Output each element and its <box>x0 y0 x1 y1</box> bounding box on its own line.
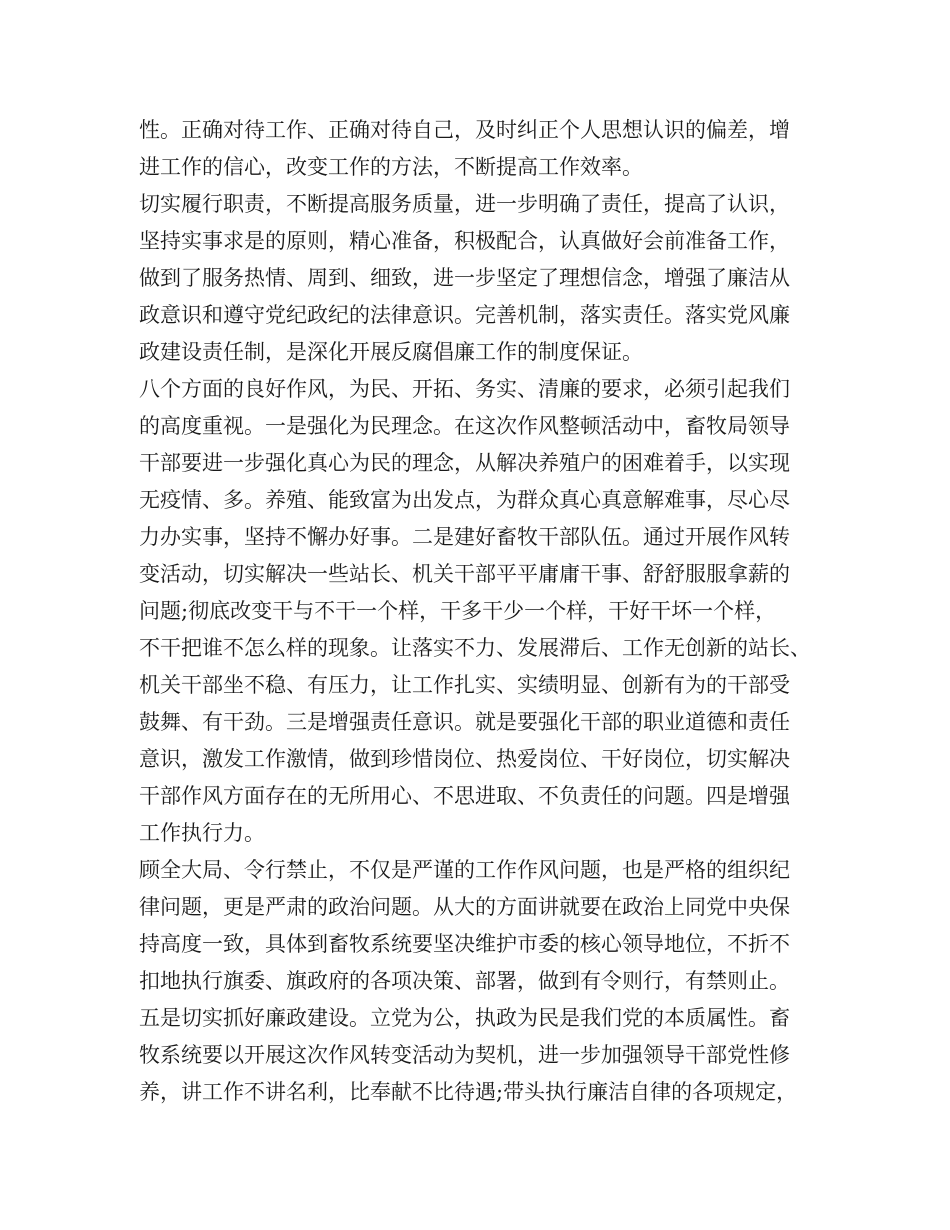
text-line: 意识，激发工作激情，做到珍惜岗位、热爱岗位、干好岗位，切实解决 <box>139 747 790 771</box>
text-line: 干部要进一步强化真心为民的理念，从解决养殖户的困难着手，以实现 <box>139 451 790 475</box>
text-line: 做到了服务热情、周到、细致，进一步坚定了理想信念，增强了廉洁从 <box>139 266 790 290</box>
text-line: 扣地执行旗委、旗政府的各项决策、部署，做到有令则行，有禁则止。 <box>139 969 790 993</box>
text-line: 工作执行力。 <box>139 821 265 845</box>
text-line: 性。正确对待工作、正确对待自己，及时纠正个人思想认识的偏差，增 <box>139 118 790 142</box>
text-line: 无疫情、多。养殖、能致富为出发点，为群众真心真意解难事，尽心尽 <box>139 488 790 512</box>
text-line: 持高度一致，具体到畜牧系统要坚决维护市委的核心领导地位，不折不 <box>139 932 790 956</box>
text-line: 机关干部坐不稳、有压力，让工作扎实、实绩明显、创新有为的干部受 <box>139 673 790 697</box>
text-line: 律问题，更是严肃的政治问题。从大的方面讲就要在政治上同党中央保 <box>139 895 790 919</box>
document-body <box>139 112 829 1111</box>
text-line: 牧系统要以开展这次作风转变活动为契机，进一步加强领导干部党性修 <box>139 1043 790 1067</box>
text-line: 力办实事，坚持不懈办好事。二是建好畜牧干部队伍。通过开展作风转 <box>139 525 790 549</box>
text-line: 养，讲工作不讲名利，比奉献不比待遇;带头执行廉洁自律的各项规定， <box>139 1080 798 1104</box>
text-line: 五是切实抓好廉政建设。立党为公，执政为民是我们党的本质属性。畜 <box>139 1006 790 1030</box>
text-line: 切实履行职责，不断提高服务质量，进一步明确了责任，提高了认识， <box>139 192 790 216</box>
text-line: 政意识和遵守党纪政纪的法律意识。完善机制，落实责任。落实党风廉 <box>139 303 790 327</box>
text-line: 八个方面的良好作风，为民、开拓、务实、清廉的要求，必须引起我们 <box>139 377 790 401</box>
text-line: 坚持实事求是的原则，精心准备，积极配合，认真做好会前准备工作， <box>139 229 790 253</box>
text-line: 不干把谁不怎么样的现象。让落实不力、发展滞后、工作无创新的站长、 <box>139 636 811 660</box>
text-line: 鼓舞、有干劲。三是增强责任意识。就是要强化干部的职业道德和责任 <box>139 710 790 734</box>
text-line: 变活动，切实解决一些站长、机关干部平平庸庸干事、舒舒服服拿薪的 <box>139 562 790 586</box>
text-line: 进工作的信心，改变工作的方法，不断提高工作效率。 <box>139 155 643 179</box>
text-line: 干部作风方面存在的无所用心、不思进取、不负责任的问题。四是增强 <box>139 784 790 808</box>
text-line: 问题;彻底改变干与不干一个样，干多干少一个样，干好干坏一个样， <box>139 599 777 623</box>
text-line: 的高度重视。一是强化为民理念。在这次作风整顿活动中，畜牧局领导 <box>139 414 790 438</box>
text-line: 顾全大局、令行禁止，不仅是严谨的工作作风问题，也是严格的组织纪 <box>139 858 790 882</box>
text-line: 政建设责任制，是深化开展反腐倡廉工作的制度保证。 <box>139 340 643 364</box>
